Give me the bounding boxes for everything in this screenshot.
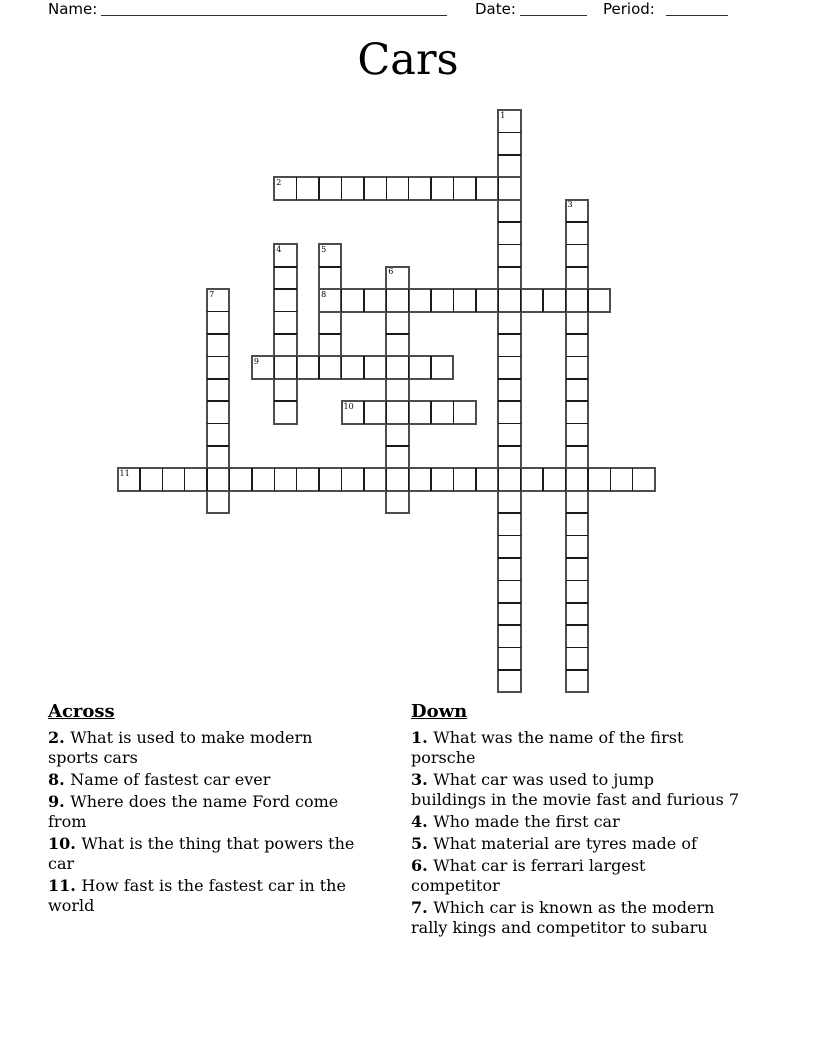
cell-divider [206,468,208,490]
cell-divider [318,356,320,378]
clue-number: 10. [48,834,82,853]
cell-divider [408,401,410,423]
cell-divider [566,266,588,268]
cell-divider [566,557,588,559]
clue-number: 7. [411,898,434,917]
across-clues-list [48,728,398,916]
cell-divider [565,468,567,490]
cell-divider [566,244,588,246]
word-2-across[interactable] [273,176,521,200]
clue-item-across-2 [48,728,398,768]
cell-divider [453,468,455,490]
cell-divider [498,132,520,134]
clue-number: 11. [48,876,82,895]
cell-divider [386,333,408,335]
cell-number-10: 10 [343,401,354,411]
cell-divider [498,177,500,199]
cell-divider [453,289,455,311]
clue-number: 4. [411,812,434,831]
cell-divider [207,356,229,358]
cell-divider [363,289,365,311]
down-heading: Down [411,701,468,722]
cell-divider [498,244,520,246]
clue-line: 8. Name of fastest car ever [48,770,271,789]
clue-line: car [48,854,75,873]
clue-line: 9. Where does the name Ford come [48,792,339,811]
cell-divider [542,468,544,490]
clue-item-down-4 [411,812,811,832]
cell-divider [475,289,477,311]
cell-divider [408,177,410,199]
cell-divider [430,401,432,423]
cell-divider [498,356,520,358]
clue-item-down-6 [411,856,811,896]
cell-number-1: 1 [500,110,506,120]
cell-divider [430,356,432,378]
cell-divider [498,468,500,490]
clue-line: 11. How fast is the fastest car in the [48,876,346,895]
clue-line: 4. Who made the first car [411,812,620,831]
cell-divider [363,401,365,423]
cell-divider [319,266,341,268]
clue-number: 1. [411,728,434,747]
cell-divider [229,468,231,490]
cell-divider [274,356,276,378]
cell-number-4: 4 [276,244,282,254]
cell-divider [610,468,612,490]
cell-divider [566,221,588,223]
cell-divider [566,333,588,335]
cell-divider [475,177,477,199]
cell-divider [274,311,296,313]
page-title: Cars [357,35,459,85]
cell-number-6: 6 [388,267,394,277]
cell-divider [498,333,520,335]
clue-line: 2. What is used to make modern [48,728,313,747]
word-9-across[interactable] [251,355,455,379]
name-label: Name: [48,0,98,18]
cell-divider [566,535,588,537]
cell-divider [318,177,320,199]
cell-divider [498,557,520,559]
clue-line: 7. Which car is known as the modern [411,898,715,917]
cell-divider [498,624,520,626]
cell-divider [408,468,410,490]
clue-line: 5. What material are tyres made of [411,834,697,853]
clue-line: rally kings and competitor to subaru [411,918,708,937]
cell-divider [139,468,141,490]
cell-number-11: 11 [119,468,130,478]
cell-divider [341,289,343,311]
cell-divider [207,423,229,425]
cell-divider [498,266,520,268]
cell-divider [274,288,296,290]
cell-divider [386,468,388,490]
cell-divider [565,289,567,311]
clue-number: 3. [411,770,434,789]
cell-divider [498,669,520,671]
cell-divider [520,468,522,490]
clue-item-down-7 [411,898,811,938]
cell-divider [341,356,343,378]
cell-divider [430,289,432,311]
clue-line: sports cars [48,748,138,767]
cell-divider [207,311,229,313]
cell-number-3: 3 [567,200,573,210]
cell-divider [566,512,588,514]
cell-divider [587,289,589,311]
cell-divider [274,266,296,268]
cell-number-8: 8 [321,289,327,299]
clue-number: 5. [411,834,434,853]
clue-item-down-5 [411,834,811,854]
period-label: Period: [603,0,655,18]
cell-divider [386,445,408,447]
clue-line: 1. What was the name of the first [411,728,684,747]
cell-divider [566,378,588,380]
clue-number: 2. [48,728,71,747]
cell-divider [566,423,588,425]
clue-line: 3. What car was used to jump [411,770,654,789]
cell-divider [542,289,544,311]
cell-divider [566,580,588,582]
cell-divider [430,468,432,490]
cell-divider [566,669,588,671]
cell-divider [566,602,588,604]
cell-divider [207,445,229,447]
cell-divider [498,580,520,582]
cell-divider [274,468,276,490]
cell-divider [498,602,520,604]
cell-divider [363,177,365,199]
clue-line: buildings in the movie fast and furious 7 [411,790,740,809]
clue-number: 8. [48,770,71,789]
down-clues-column [411,701,811,940]
clue-item-across-11 [48,876,398,916]
across-heading: Across [48,701,115,722]
clue-line: 10. What is the thing that powers the [48,834,355,853]
cell-number-5: 5 [321,244,327,254]
cell-number-9: 9 [253,356,259,366]
cell-divider [453,401,455,423]
across-clues-column [48,701,398,918]
date-label: Date: [475,0,516,18]
cell-divider [341,177,343,199]
cell-divider [498,378,520,380]
cell-divider [498,289,500,311]
cell-divider [274,400,296,402]
clue-line: world [48,896,95,915]
cell-divider [296,356,298,378]
cell-divider [587,468,589,490]
cell-divider [566,624,588,626]
cell-divider [566,445,588,447]
cell-divider [319,333,341,335]
cell-divider [162,468,164,490]
clue-item-across-10 [48,834,398,874]
clue-line: from [48,812,87,831]
cell-divider [520,289,522,311]
cell-divider [386,401,388,423]
cell-divider [386,289,388,311]
cell-divider [341,468,343,490]
clue-item-down-1 [411,728,811,768]
cell-divider [408,289,410,311]
clue-number: 6. [411,856,434,875]
clue-item-across-9 [48,792,398,832]
clue-line: 6. What car is ferrari largest [411,856,646,875]
word-8-across[interactable] [318,288,611,312]
cell-divider [475,468,477,490]
cell-divider [498,154,520,156]
cell-divider [296,468,298,490]
clue-item-across-8 [48,770,398,790]
clue-line: porsche [411,748,476,767]
cell-divider [408,356,410,378]
cell-divider [566,647,588,649]
cell-divider [207,378,229,380]
cell-divider [363,468,365,490]
clue-item-down-3 [411,770,811,810]
cell-divider [386,356,388,378]
cell-number-7: 7 [209,289,215,299]
cell-divider [498,647,520,649]
cell-divider [498,400,520,402]
cell-divider [498,423,520,425]
cell-divider [274,333,296,335]
cell-divider [386,177,388,199]
cell-divider [207,333,229,335]
cell-divider [453,177,455,199]
cell-divider [498,512,520,514]
cell-divider [498,221,520,223]
clue-number: 9. [48,792,71,811]
cell-divider [498,445,520,447]
down-clues-list [411,728,811,938]
cell-number-2: 2 [276,177,282,187]
cell-divider [498,535,520,537]
cell-divider [632,468,634,490]
cell-divider [363,356,365,378]
cell-divider [184,468,186,490]
cell-divider [430,177,432,199]
cell-divider [566,356,588,358]
cell-divider [566,400,588,402]
cell-divider [318,468,320,490]
cell-divider [207,400,229,402]
clue-line: competitor [411,876,500,895]
cell-divider [296,177,298,199]
cell-divider [251,468,253,490]
